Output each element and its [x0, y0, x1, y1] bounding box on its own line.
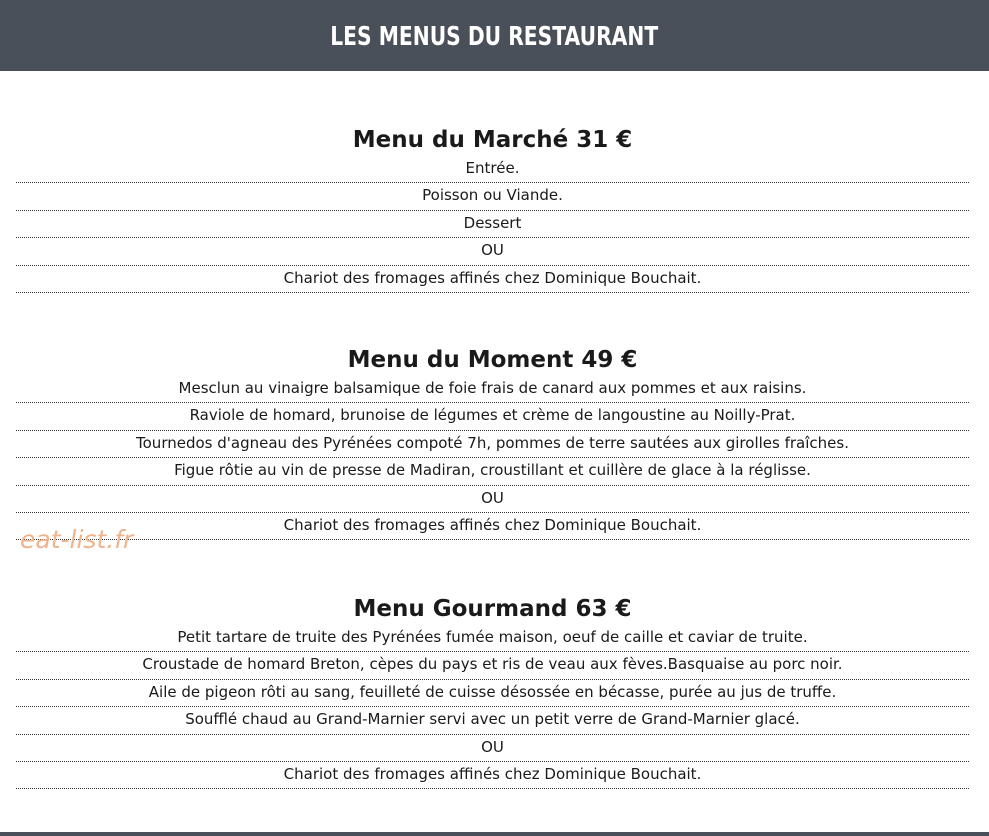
menu-item: Poisson ou Viande.: [16, 183, 969, 210]
menu-gourmand: [16, 593, 969, 789]
menu-item: Chariot des fromages affinés chez Dominique Bouchait.: [16, 266, 969, 293]
menu-title: Menu du Marché 31 €: [352, 127, 633, 153]
menu-moment: [16, 344, 969, 540]
page-title: LES MENUS DU RESTAURANT: [330, 21, 659, 52]
menu-item-list: [16, 156, 969, 293]
menu-item: Soufflé chaud au Grand-Marnier servi avec un petit verre de Grand-Marnier glacé.: [16, 707, 969, 734]
menu-item: Petit tartare de truite des Pyrénées fumée maison, oeuf de caille et caviar de truite.: [16, 625, 969, 652]
menu-item: Entrée.: [16, 156, 969, 183]
menu-item-list: [16, 376, 969, 540]
menu-marche: [16, 124, 969, 293]
menu-item-or: OU: [16, 735, 969, 762]
menu-item: Croustade de homard Breton, cèpes du pays et ris de veau aux fèves.Basquaise au porc noir.: [16, 652, 969, 679]
menu-item: Chariot des fromages affinés chez Dominique Bouchait.: [16, 513, 969, 540]
watermark-text: eat-list.fr: [20, 525, 134, 554]
header-banner: [0, 0, 989, 71]
menu-item: Mesclun au vinaigre balsamique de foie frais de canard aux pommes et aux raisins.: [16, 376, 969, 403]
menu-item: Chariot des fromages affinés chez Dominique Bouchait.: [16, 762, 969, 789]
menu-item: Tournedos d'agneau des Pyrénées compoté 7h, pommes de terre sautées aux girolles fraîches.: [16, 431, 969, 458]
menu-item-list: [16, 625, 969, 789]
footer-divider: [0, 832, 989, 836]
menu-item-or: OU: [16, 238, 969, 265]
menu-item: Dessert: [16, 211, 969, 238]
menu-item-or: OU: [16, 486, 969, 513]
menu-title: Menu Gourmand 63 €: [353, 596, 632, 622]
menu-item: Aile de pigeon rôti au sang, feuilleté de cuisse désossée en bécasse, purée au jus de truffe.: [16, 680, 969, 707]
menu-title: Menu du Moment 49 €: [347, 347, 638, 373]
menu-item: Raviole de homard, brunoise de légumes et crème de langoustine au Noilly-Prat.: [16, 403, 969, 430]
menu-item: Figue rôtie au vin de presse de Madiran, croustillant et cuillère de glace à la réglisse.: [16, 458, 969, 485]
